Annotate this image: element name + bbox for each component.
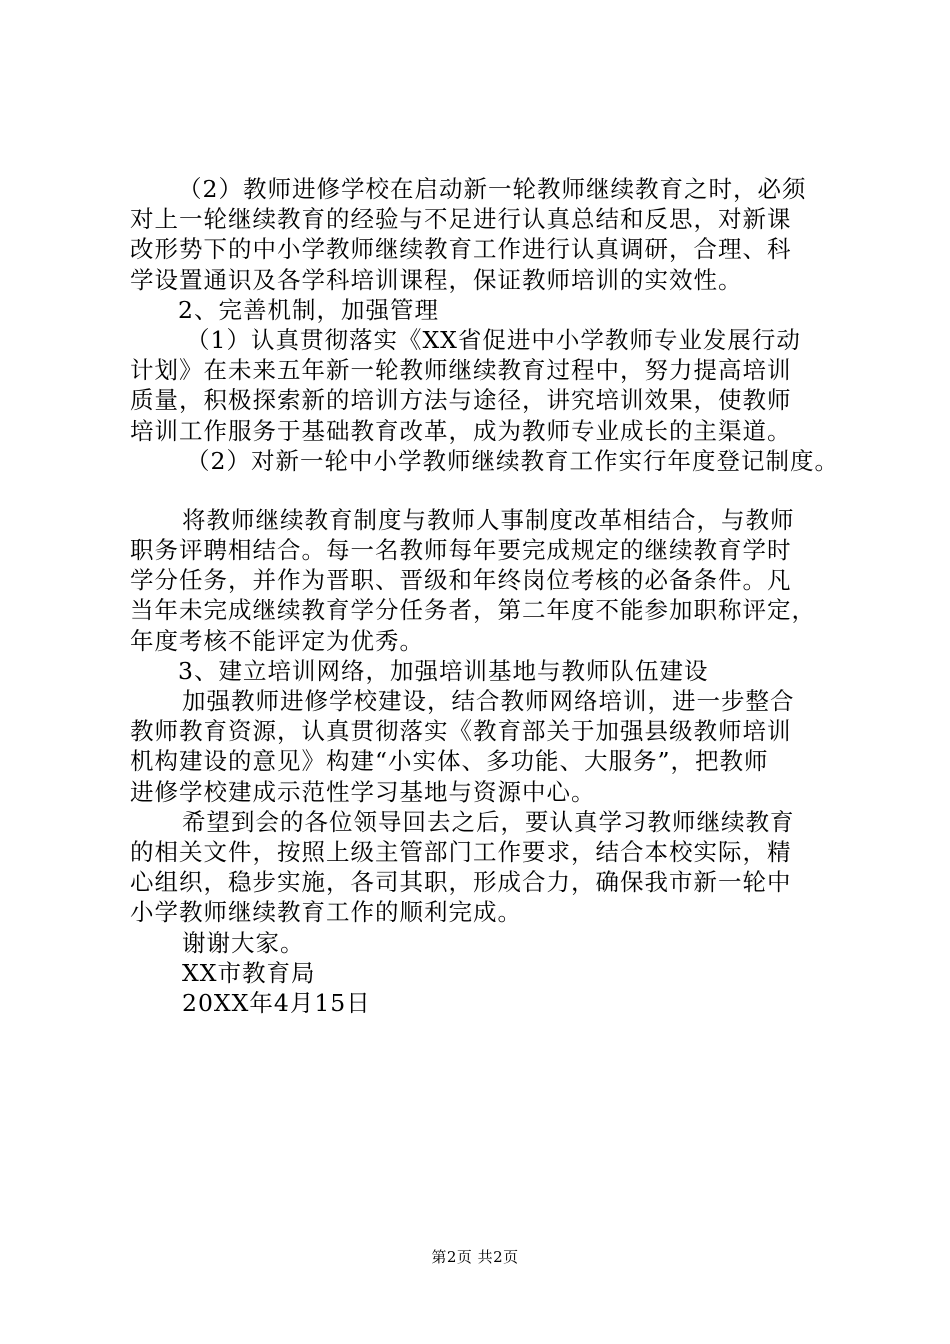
- paragraph-line: 的相关文件，按照上级主管部门工作要求，结合本校实际，精: [130, 837, 792, 866]
- paragraph-line: 改形势下的中小学教师继续教育工作进行认真调研，合理、科: [130, 235, 792, 264]
- paragraph-line: 年度考核不能评定为优秀。: [130, 626, 424, 655]
- paragraph-line: 对上一轮继续教育的经验与不足进行认真总结和反思，对新课: [130, 205, 792, 234]
- paragraph-line: 进修学校建成示范性学习基地与资源中心。: [130, 777, 596, 806]
- page-number-footer: 第2页 共2页: [431, 1248, 519, 1266]
- blank-line: [130, 476, 830, 505]
- closing-line: 谢谢大家。: [182, 928, 305, 957]
- paragraph-line: 当年未完成继续教育学分任务者，第二年度不能参加职称评定，: [130, 596, 816, 625]
- paragraph-line: 小学教师继续教育工作的顺利完成。: [130, 898, 522, 927]
- signature-org: XX市教育局: [182, 958, 316, 987]
- paragraph-line: （2）教师进修学校在启动新一轮教师继续教育之时，必须: [178, 175, 807, 203]
- paragraph-line: 希望到会的各位领导回去之后，要认真学习教师继续教育: [182, 807, 795, 836]
- paragraph-line: 学分任务，并作为晋职、晋级和年终岗位考核的必备条件。凡: [130, 566, 792, 595]
- paragraph-line: 职务评聘相结合。每一名教师每年要完成规定的继续教育学时: [130, 536, 792, 565]
- section-heading: 3、建立培训网络，加强培训基地与教师队伍建设: [178, 656, 709, 685]
- paragraph-line: 加强教师进修学校建设，结合教师网络培训，进一步整合: [182, 687, 795, 715]
- signature-date: 20XX年4月15日: [182, 988, 371, 1017]
- paragraph-line: 机构建设的意见》构建“小实体、多功能、大服务”，把教师: [130, 747, 769, 776]
- paragraph-line: 培训工作服务于基础教育改革，成为教师专业成长的主渠道。: [130, 416, 792, 445]
- document-body: [130, 174, 839, 1018]
- paragraph-line: 心组织，稳步实施，各司其职，形成合力，确保我市新一轮中: [130, 868, 792, 897]
- paragraph-line: 教师教育资源，认真贯彻落实《教育部关于加强县级教师培训: [130, 717, 792, 746]
- paragraph-line: 计划》在未来五年新一轮教师继续教育过程中，努力提高培训: [130, 356, 792, 385]
- paragraph-line: 学设置通识及各学科培训课程，保证教师培训的实效性。: [130, 265, 743, 294]
- paragraph-line: （2）对新一轮中小学教师继续教育工作实行年度登记制度。: [186, 446, 839, 475]
- section-heading: 2、完善机制，加强管理: [178, 295, 439, 324]
- paragraph-line: 质量，积极探索新的培训方法与途径，讲究培训效果，使教师: [130, 386, 792, 415]
- paragraph-line: （1）认真贯彻落实《XX省促进中小学教师专业发展行动: [186, 325, 801, 354]
- paragraph-line: 将教师继续教育制度与教师人事制度改革相结合，与教师: [182, 505, 795, 534]
